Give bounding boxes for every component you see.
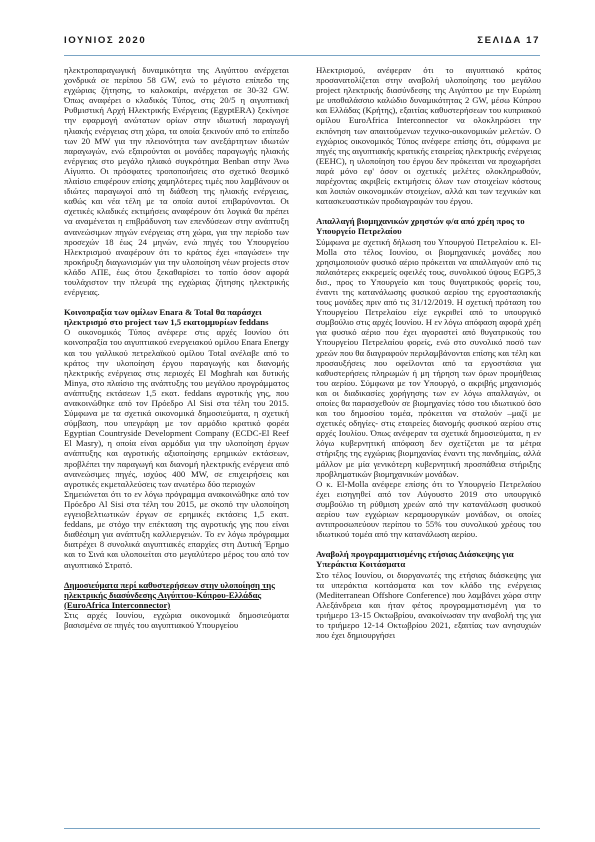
paragraph: Ο κ. El-Molla ανέφερε επίσης ότι το Υπουργείο Πετρελαίου έχει εισηγηθεί από τον Αύγουστο 2019 στο υπουργικό συμβούλιο τη ρύθμιση χρεών από την κατανάλωση φυσικού αερίου των εγχώριων κεραμουργικών μονάδων, οι οποίες αντιπροσωπεύουν περίπου το 55% του συνολικού χρέους του ιδιωτικού τομέα από την κατανάλωση αερίου. bbox=[316, 478, 541, 540]
section-heading: Κοινοπραξία των ομίλων Enara & Total θα παράσχει ηλεκτρισμό στο project των 1,5 εκατομμυρίων feddans bbox=[64, 307, 269, 328]
left-column bbox=[64, 65, 289, 630]
header-page-number: ΣΕΛΙΔΑ 17 bbox=[477, 35, 540, 46]
paragraph: Ο οικονομικός Τύπος ανέφερε στις αρχές Ιουνίου ότι κοινοπραξία του αιγυπτιακού ενεργειακού ομίλου Enara Energy και του γαλλικού πετρελαϊκού ομίλου Total ανέλαβε από το κράτος την υλοποίηση έργου παραγωγής και διανομής ηλεκτρικής ενέργειας στις περιοχές El Moghrah και δυτικής Minya, στο πλαίσιο της ανάπτυξης του μεγάλου προγράμματος ανάπτυξης εκτάσεων 1,5 εκατ. feddans αγροτικής γης, που ανακοινώθηκε από τον Πρόεδρο Al Sisi στα τέλη του 2015. Σύμφωνα με τα σχετικά οικονομικά δημοσιεύματα, η σχετική σύμβαση, που υπεγράφη με τον αρμόδιο κρατικό φορέα Egyptian Countryside Development Company (ECDC-El Reef El Masry), η οποία είναι αρμόδια για την υλοποίηση έργων ανάπτυξης και αγροτικής αξιοποίησης ερημικών εκτάσεων, προβλέπει την παραγωγή και διανομή ηλεκτρικής ενέργεια από ανανεώσιμες πηγές, ισχύος 400 MW, σε επιχειρήσεις και αγροτικές εκμεταλλεύσεις των ανωτέρω δύο περιοχών bbox=[64, 327, 289, 489]
paragraph: Σύμφωνα με σχετική δήλωση του Υπουργού Πετρελαίου κ. El-Molla στο τέλος Ιουνίου, οι βιομηχανικές μονάδες που χρησιμοποιούν φυσικό αέριο πρόκειται να απαλλαγούν από τις παλαιότερες εκκρεμείς οφειλές τους, συνολικού ύψους EGP5,3 δισ., προς το Υπουργείο και τους θυγατρικούς φορείς του, έναντι της κατανάλωσης φυσικού αερίου της εργοστασιακής τους μονάδες πριν από τις 31/12/2019. Η σχετική πρόταση του Υπουργείου Πετρελαίου είχε εγκριθεί από το υπουργικό συμβούλιο στις αρχές Ιουνίου. Η εν λόγω απόφαση αφορά χρέη για φυσικό αέριο που έχει αγοραστεί από θυγατρικούς του Υπουργείου Πετρελαίου φορείς, ενώ στο συνολικό ποσό των χρεών που θα διαγραφούν περιλαμβάνονται επίσης και τέλη και προσαυξήσεις που οφείλονται από τα εργοστάσια για καθυστερήσεις πληρωμών ή μη τήρηση των όρων προμήθειας του αερίου. Σύμφωνα με τον Υπουργό, ο ακριβής μηχανισμός και οι διαδικασίες χορήγησης των εν λόγω απαλλαγών, οι οποίες θα παρασχεθούν σε βιομηχανίες τόσο του ιδιωτικού όσο και του δημοσίου τομέα, πρόκειται να σταλούν –μαζί με σχετικές οδηγίες- στις εταιρείες διανομής φυσικού αερίου στις αρχές Ιουλίου. Όπως ανέφεραν τα σχετικά δημοσιεύματα, η εν λόγω κυβερνητική απόφαση δεν σχετίζεται με τα μέτρα στήριξης της εγχώριας βιομηχανίας έναντι της πανδημίας, αλλά μάλλον με μία γενικότερη κυβερνητική προσπάθεια στήριξης προβληματικών βιομηχανικών μονάδων. bbox=[316, 236, 541, 479]
section-heading: Απαλλαγή βιομηχανικών χρηστών φ/α από χρέη προς το Υπουργείο Πετρελαίου bbox=[316, 216, 525, 237]
page-header bbox=[64, 31, 540, 56]
paragraph: Στο τέλος Ιουνίου, οι διοργανωτές της ετήσιας διάσκεψης για τα υπεράκτια κοιτάσματα και τον κλάδο της ενέργειας (Mediterranean Offshore Conference) που λαμβάνει χώρα στην Αλεξάνδρεια και ήταν φέτος προγραμματισμένη για το τριήμερο 13-15 Οκτωβρίου, ανακοίνωσαν την αναβολή της για το τριήμερο 12-14 Οκτωβρίου 2021, εξαιτίας των ανησυχιών που έχει δημιουργήσει bbox=[316, 569, 541, 641]
paragraph: ηλεκτροπαραγωγική δυναμικότητα της Αιγύπτου ανέρχεται χονδρικά σε περίπου 58 GW, ενώ το μέγιστο επίπεδο της εγχώριας ζήτησης, το καλοκαίρι, ανέρχεται σε 30-32 GW. Όπως αναφέρει ο κλαδικός Τύπος, στις 20/5 η αιγυπτιακή Ρυθμιστική Αρχή Ηλεκτρικής Ενέργειας (EgyptERA) ξεκίνησε την εφαρμογή ανώτατων ορίων στην ιδιωτική παραγωγή ηλιακής ενέργειας στη χώρα, τα οποία ξεκινούν από το επίπεδο των 20 MW για την πλειονότητα των ανεξάρτητων ιδιωτών παραγωγών, ενώ εξαιρούνται οι μονάδες παραγωγής ηλιακής ενέργειας στο μεγάλο ηλιακό συγκρότημα Benban στην Άνω Αίγυπτο. Οι πρόσφατες τροποποιήσεις στο σχετικό θεσμικό πλαίσιο επιφέρουν επίσης χαμηλότερες τιμές που λαμβάνουν οι ιδιώτες παραγωγοί από τη διάθεση της ηλιακής ενέργειας, καθώς και νέα τέλη με τα οποία αυτοί επιβαρύνονται. Οι σχετικές κλαδικές εκτιμήσεις αναφέρουν ότι λογικά θα πρέπει να αναμένεται η επιβράδυνση των επενδύσεων στην ανάπτυξη ανανεώσιμων πηγών ενέργειας στη χώρα, για την περίοδο των προσεχών 18 έως 24 μηνών, ενώ πηγές του Υπουργείου Ηλεκτρισμού αναφέρουν ότι το κράτος έχει «παγώσει» την προκήρυξη διαγωνισμών για την υλοποίηση νέων projects στον κλάδο ΑΠΕ, έως ότου ξεκαθαρίσει το τοπίο όσον αφορά τουλάχιστον την πλευρά της εγχώριας ζήτησης ηλεκτρικής ενέργειας. bbox=[64, 65, 289, 298]
header-date: ΙΟΥΝΙΟΣ 2020 bbox=[64, 35, 147, 46]
footer-rule bbox=[64, 828, 540, 829]
right-column bbox=[316, 65, 541, 640]
paragraph: Ηλεκτρισμού, ανέφεραν ότι το αιγυπτιακό κράτος προσανατολίζεται στην αναβολή υλοποίησης του μεγάλου project ηλεκτρικής διασύνδεσης της Αιγύπτου με την Ευρώπη με υποθαλάσσιο καλώδιο δυναμικότητας 2 GW, μέσω Κύπρου και Ελλάδας (Κρήτης), εξαιτίας καθυστερήσεων του κυπριακού ομίλου EuroAfrica Interconnector να ολοκληρώσει την εκπόνηση των απαιτούμενων τεχνικο-οικονομικών μελετών. Ο εγχώριος οικονομικός Τύπος ανέφερε επίσης ότι, σύμφωνα με πηγές της αιγυπτιακής κρατικής εταιρείας ηλεκτρικής ενέργειας (EEHC), η υλοποίηση του έργου δεν πρόκειται να προχωρήσει παρά μόνο εφ' όσον οι σχετικές μελέτες ολοκληρωθούν, παρέχοντας ακριβείς εκτιμήσεις όλων των στοιχείων κόστους και λοιπών οικονομικών στοιχείων, αλλά και των τεχνικών και κατασκευαστικών προδιαγραφών του έργου. bbox=[316, 65, 541, 207]
section-heading: Αναβολή προγραμματισμένης ετήσιας Διάσκεψης για Υπεράκτια Κοιτάσματα bbox=[316, 549, 514, 570]
paragraph: Στις αρχές Ιουνίου, εγχώρια οικονομικά δημοσιεύματα βασισμένα σε πηγές του αιγυπτιακού Υπουργείου bbox=[64, 609, 289, 630]
section-heading: Δημοσιεύματα περί καθυστερήσεων στην υλοποίηση της ηλεκτρικής διασύνδεσης Αιγύπτου-Κύπρου-Ελλάδας (EuroAfrica Interconnector) bbox=[64, 579, 275, 610]
paragraph: Σημειώνεται ότι το εν λόγω πρόγραμμα ανακοινώθηκε από τον Πρόεδρο Al Sisi στα τέλη του 2015, με σκοπό την υλοποίηση εγγειοβελτιωτικών έργων σε ερημικές εκτάσεις 1,5 εκατ. feddans, με στόχο την επέκταση της αγροτικής γης που είναι διαθέσιμη για ανάπτυξη καλλιεργειών. Το εν λόγω πρόγραμμα διατρέχει 8 συνολικά αιγυπτιακές επαρχίες στη Δυτική Έρημο και το Σινά και υλοποιείται στο μεγαλύτερο μέρος του από τον αιγυπτιακό Στρατό. bbox=[64, 488, 289, 570]
